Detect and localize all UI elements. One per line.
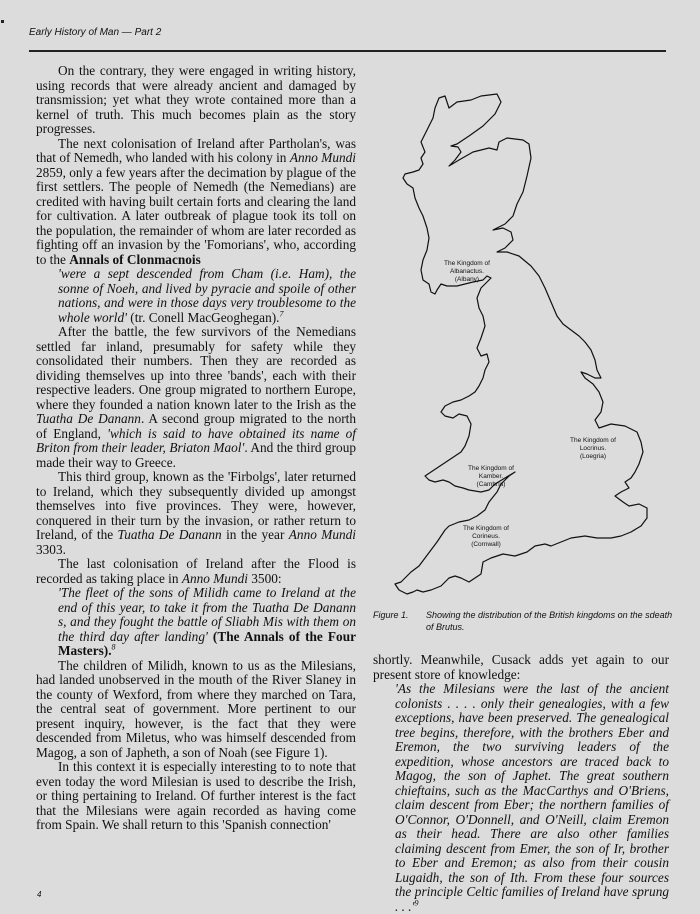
map-label-cambria xyxy=(451,465,531,489)
text-run: 2859, only a few years after the decimation by plague of the first settlers. The people of Nemedh (the Nemedians) are credited with having built certain forts and clearing the land for cultivation. A later outbreak of plague took its toll on the population, the remainder of whom are later recorded as fighting off an invasion by the 'Fomorians', who, according to the xyxy=(36,164,356,267)
quote-text: 'As the Milesians were the last of the ancient colonists . . . . only their genealogies, with a few exceptions, have been preserved. The genealogical tree begins, therefore, with the brothers Eber and Eremon, the two surviving leaders of the expedition, whose ancestors are traced back to Magog, the son of Japhet. The great southern chieftains, such as the MacCarthys and O'Briens, claim descent from Eber; the northern families of O'Connor, O'Donnell, and O'Neill, claim Eremon as their head. There are also other families claiming descent from Emer, the son of Ir, brother to Eber and Eremon; as also from their cousin Lugaidh, the son of Ith. From these four sources the principle Celtic families of Ireland have sprung . . .' xyxy=(395,681,669,914)
britain-map-figure xyxy=(385,80,685,600)
text-run: 3303. xyxy=(36,541,66,557)
block-quote xyxy=(36,586,356,659)
quote-citation: (The Annals of the Four Masters). xyxy=(58,628,356,658)
italic-term: Tuatha De Danann xyxy=(117,527,222,542)
inline-quote: 'which is said to have obtained its name of Briton from their leader, Briaton Maol' xyxy=(36,425,356,455)
paragraph: shortly. Meanwhile, Cusack adds yet again to our present store of knowledge: xyxy=(373,652,669,682)
map-label-albany xyxy=(427,260,507,284)
footnote-ref: 7 xyxy=(279,309,284,319)
scan-mark xyxy=(1,20,4,23)
text-run: . And the third group made their way to Greece. xyxy=(36,440,356,470)
header-rule xyxy=(29,50,666,52)
figure-caption-text: Showing the distribution of the British kingdoms on the sdeath of Brutus. xyxy=(426,610,673,632)
paragraph xyxy=(36,470,356,557)
text-run: . A second group migrated to the north of England, xyxy=(36,411,356,441)
figure-caption xyxy=(373,609,673,633)
footnote-ref: 9 xyxy=(414,898,419,908)
britain-map xyxy=(385,80,685,600)
text-run: in the year xyxy=(221,527,289,542)
label-line: (Loegria) xyxy=(579,453,606,460)
paragraph: In this context it is especially interesting to to note that even today the word Milesian is used to describe the Irish, or thing pertaining to Ireland. Of further interest is the fact that the Milesians were again recorded as having come from Spain. We shall return to this 'Spanish connection' xyxy=(36,759,356,832)
text-run: 3500: xyxy=(247,570,282,586)
label-line: The Kingdom of xyxy=(570,437,616,444)
coastline xyxy=(395,94,647,594)
label-line: (Cambria) xyxy=(476,481,506,488)
quote-text: 'The fleet of the sons of Milidh came to Ireland at the end of this year, to take it from the Tuatha De Danann s, and they fought the battle of Sliabh Mis with them on the third day after landing' xyxy=(58,585,356,644)
page-number: 4 xyxy=(37,890,42,899)
block-quote xyxy=(373,682,669,914)
paragraph xyxy=(36,325,356,470)
figure-number: Figure 1. xyxy=(373,610,409,620)
text-run: The next colonisation of Ireland after Partholan's, was that of Nemedh, who landed with his colony in xyxy=(36,135,356,165)
label-line: (Albany) xyxy=(454,276,480,283)
quote-text: 'were a sept descended from Cham (i.e. Ham), the sonne of Noeh, and lived by pyracie and spoile of other nations, and were in those days very troublesome to the whole world' xyxy=(58,266,356,325)
map-label-loegria xyxy=(553,437,633,461)
label-line: Locrinus. xyxy=(579,445,607,452)
map-label-cornwall xyxy=(446,525,526,549)
text-run: This third group, known as the 'Firbolgs', later returned to Ireland, which they subsequently divided up amongst themselves into five provinces. They were, however, conquered in their turn by the invasion, or rather return to Ireland, of the xyxy=(36,469,356,542)
italic-term: Anno Mundi xyxy=(289,150,356,165)
paragraph xyxy=(36,557,356,586)
label-line: The Kingdom of xyxy=(444,260,490,267)
right-column xyxy=(373,653,669,914)
text-run: The last colonisation of Ireland after the Flood is recorded as taking place in xyxy=(36,556,356,586)
italic-term: Anno Mundi xyxy=(181,570,248,586)
label-line: The Kingdom of xyxy=(468,465,514,472)
paragraph: On the contrary, they were engaged in writing history, using records that were already ancient and damaged by transmission; yet what they wrote contained more than a kernel of truth. This much becomes plain as the story progresses. xyxy=(36,63,356,136)
running-head: Early History of Man — Part 2 xyxy=(29,27,162,38)
italic-term: Anno Mundi xyxy=(288,527,356,542)
italic-term: Tuatha De Danann xyxy=(36,411,141,426)
left-column xyxy=(36,64,356,833)
source-title: Annals of Clonmacnois xyxy=(69,251,201,267)
paragraph xyxy=(36,137,356,268)
label-line: Albanactus. xyxy=(450,268,484,275)
label-line: Corineus. xyxy=(472,533,500,540)
footnote-ref: 8 xyxy=(111,642,116,652)
label-line: (Cornwall) xyxy=(471,541,501,548)
label-line: Kamber. xyxy=(478,473,504,480)
label-line: The Kingdom of xyxy=(463,525,509,532)
quote-citation: (tr. Conell MacGeoghegan). xyxy=(126,309,280,325)
paragraph: The children of Milidh, known to us as the Milesians, had landed unobserved in the mouth of the River Slaney in the county of Wexford, from where they marched on Tara, the central seat of government. More pertinent to our present inquiry, however, is the fact that they were descended from Miletus, who was himself descended from Magog, a son of Japheth, a son of Noah (see Figure 1). xyxy=(36,657,356,760)
text-run: After the battle, the few survivors of the Nemedians settled far inland, presumably for safety while they consolidated their numbers. Then they are recorded as dividing themselves up into three 'bands', each with their respective leaders. One group migrated to northern Europe, where they founded a nation known later to the Irish as the xyxy=(36,324,356,412)
block-quote xyxy=(36,267,356,325)
